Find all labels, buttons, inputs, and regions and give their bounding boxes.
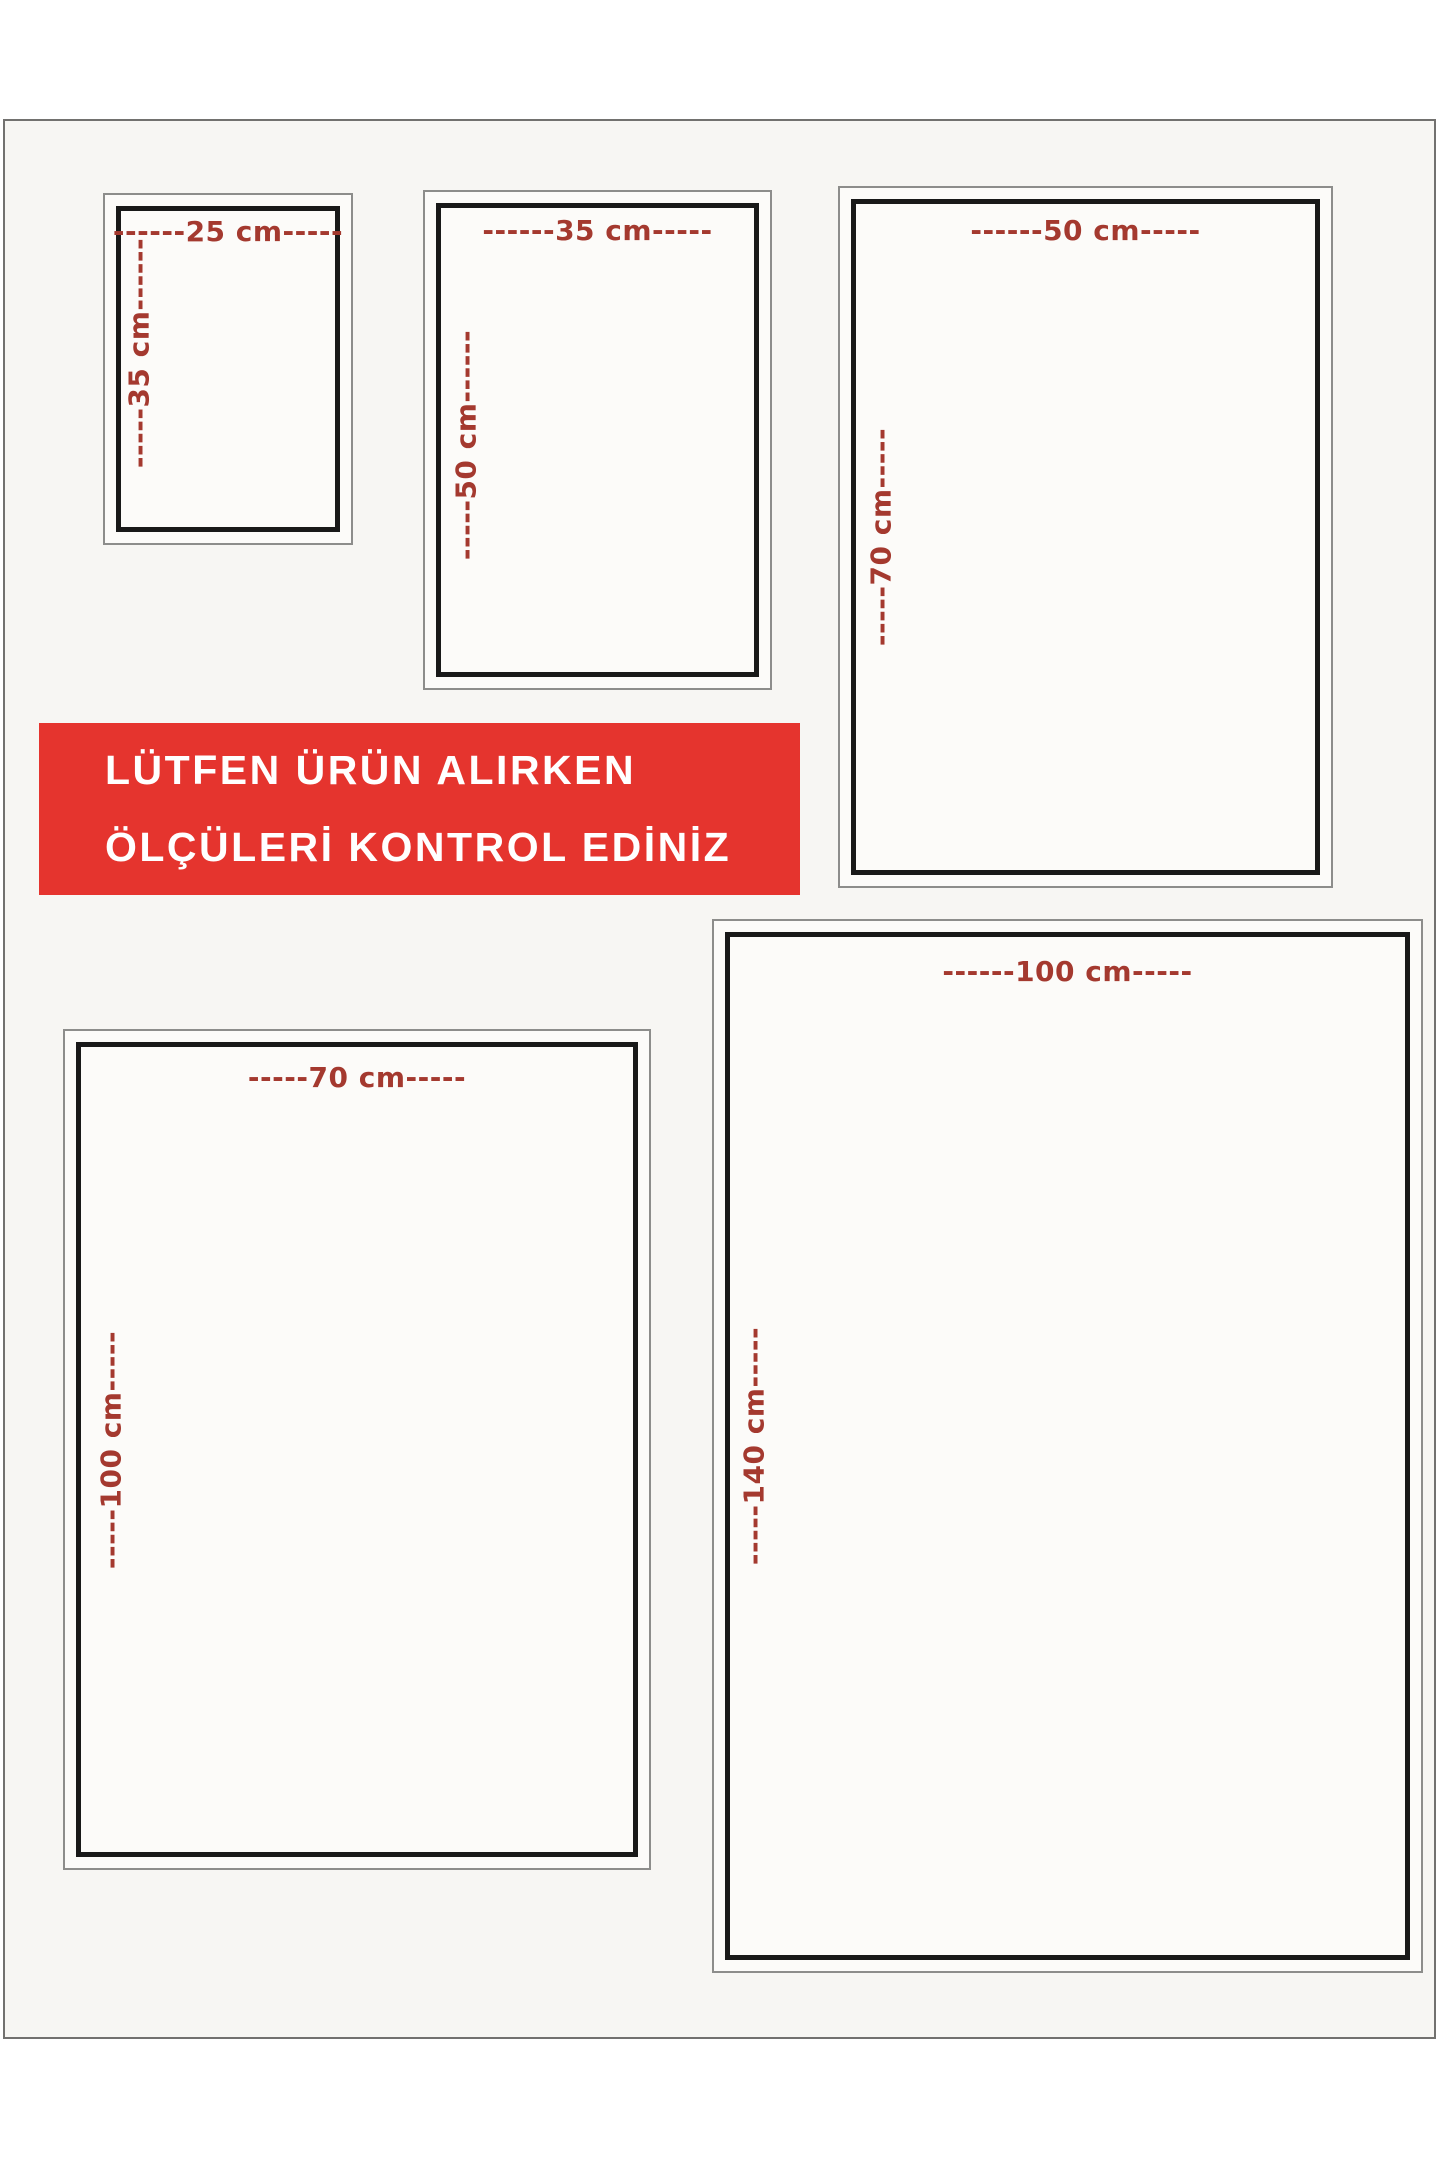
warning-banner — [39, 723, 800, 895]
height-label-100cm: -----100 cm----- — [94, 1330, 128, 1569]
size-box-100x140 — [712, 919, 1423, 1973]
width-label-70cm: -----70 cm----- — [247, 1061, 467, 1094]
size-box-50x70-inner — [851, 199, 1320, 875]
height-label-50cm: -----50 cm------ — [449, 329, 483, 560]
size-box-70x100 — [63, 1029, 651, 1870]
size-box-50x70 — [838, 186, 1333, 888]
size-box-25x35-inner — [112, 206, 344, 532]
size-box-35x50 — [423, 190, 772, 690]
width-label-25cm: ------25 cm----- — [112, 215, 344, 248]
width-label-50cm: ------50 cm----- — [970, 214, 1201, 247]
height-label-70cm: -----70 cm----- — [864, 427, 898, 647]
size-box-35x50-inner — [436, 203, 759, 677]
size-box-70x100-inner — [76, 1042, 638, 1857]
size-box-100x140-inner — [725, 932, 1410, 1960]
height-label-140cm: -----140 cm----- — [737, 1326, 771, 1566]
width-label-100cm: ------100 cm----- — [942, 955, 1193, 988]
width-label-35cm: ------35 cm----- — [482, 214, 713, 247]
height-label-35cm: -----35 cm------ — [122, 238, 156, 469]
warning-line-2: ÖLÇÜLERİ KONTROL EDİNİZ — [105, 824, 732, 870]
size-box-25x35 — [103, 193, 353, 545]
warning-line-1: LÜTFEN ÜRÜN ALIRKEN — [105, 747, 637, 793]
